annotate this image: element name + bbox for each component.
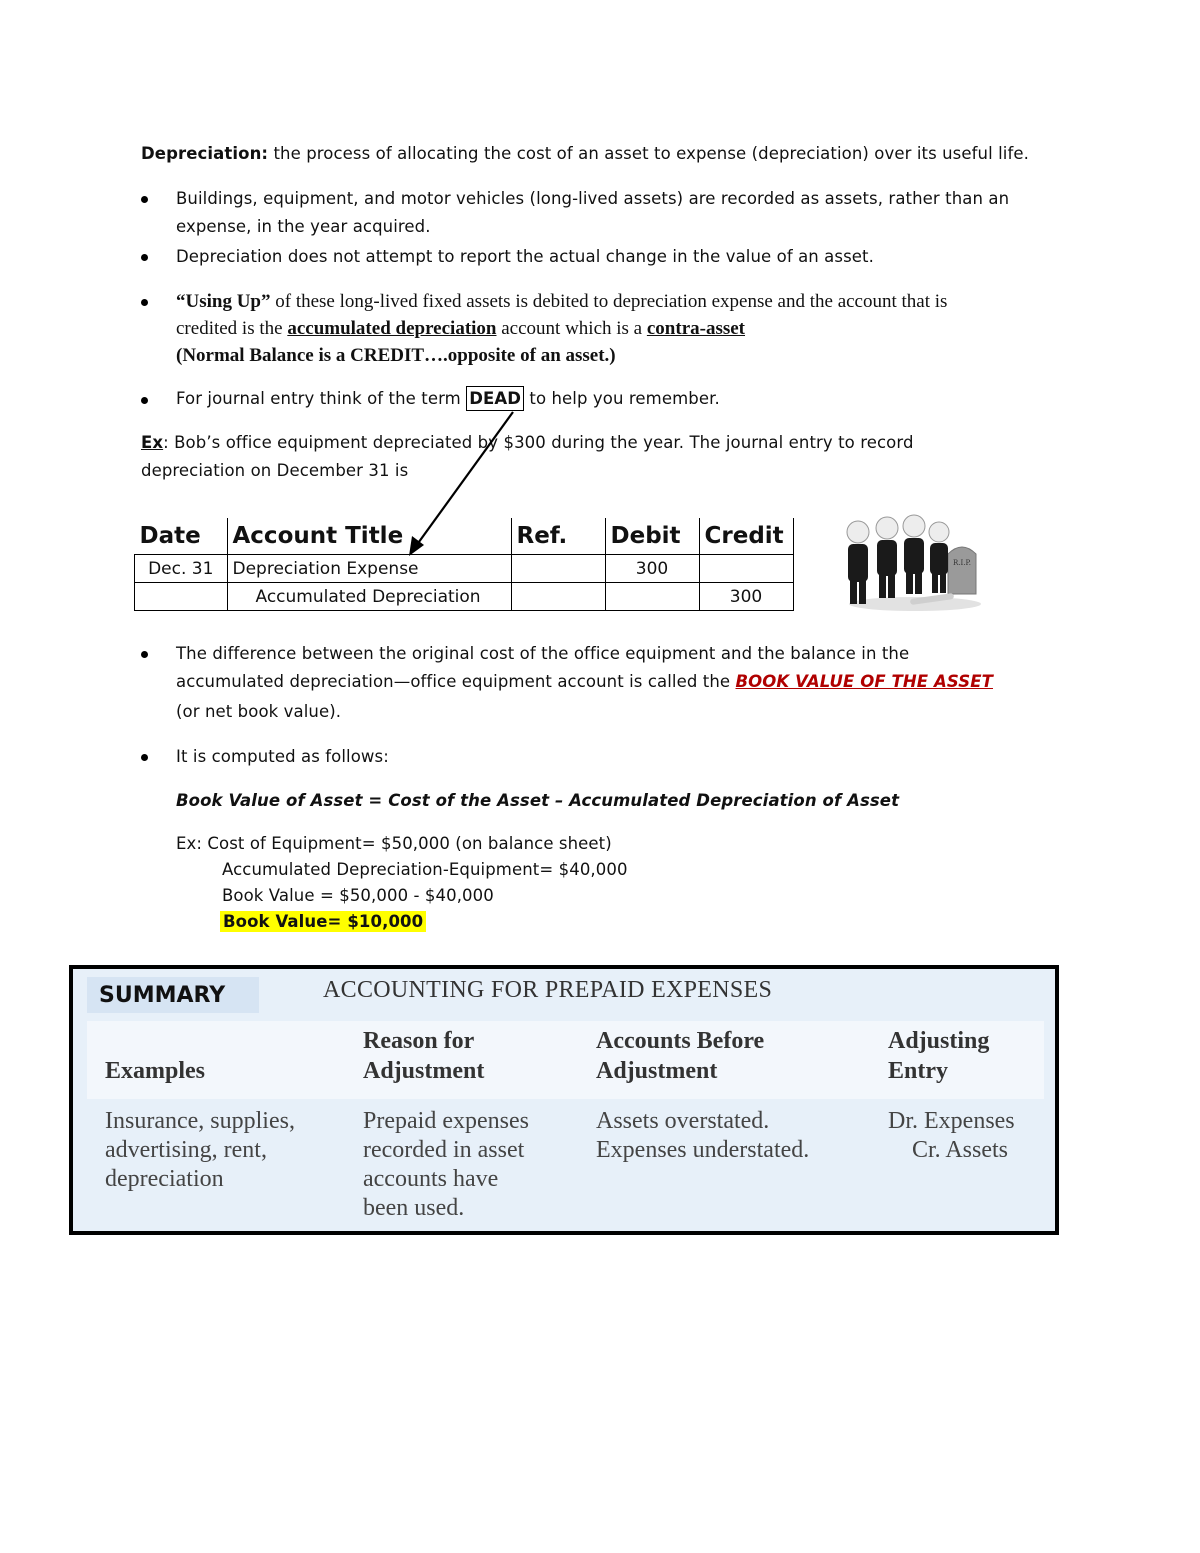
- accumulated-depreciation-term: accumulated depreciation: [287, 318, 497, 339]
- tombstone-text: R.I.P.: [952, 559, 972, 567]
- bullet-4-text: to help you remember.: [524, 389, 720, 408]
- book-value-term: BOOK VALUE OF THE ASSET: [735, 672, 993, 691]
- summary-cell-before: [596, 1107, 809, 1165]
- summary-cell-line: Dr. Expenses: [888, 1108, 1015, 1134]
- summary-cell-examples: [105, 1107, 295, 1194]
- summary-tag: SUMMARY: [87, 977, 259, 1013]
- summary-cell-line: recorded in asset: [363, 1137, 525, 1163]
- cell-date: Dec. 31: [135, 555, 228, 583]
- cell-credit: [699, 555, 793, 583]
- bullet-2: Depreciation does not attempt to report the actual change in the value of an asset.: [176, 247, 874, 266]
- example-line-2: depreciation on December 31 is: [141, 461, 409, 480]
- bullet-5-text: accumulated depreciation—office equipment account is called the: [176, 672, 736, 691]
- summary-header-reason-1: Reason for: [363, 1028, 475, 1054]
- bullet-dot: [141, 754, 148, 761]
- header-date: Date: [135, 518, 228, 555]
- summary-cell-entry: [888, 1107, 1015, 1165]
- summary-cell-line: Insurance, supplies,: [105, 1108, 295, 1134]
- cell-debit: 300: [605, 555, 699, 583]
- cell-account: Depreciation Expense: [227, 555, 511, 583]
- header-credit: Credit: [699, 518, 793, 555]
- summary-cell-line: been used.: [363, 1195, 465, 1221]
- header-ref: Ref.: [511, 518, 605, 555]
- bullet-1-line-1: Buildings, equipment, and motor vehicles (long-lived assets) are recorded as assets, rather than an: [176, 189, 1010, 208]
- cell-ref: [511, 555, 605, 583]
- intro-term: Depreciation:: [141, 144, 269, 163]
- summary-cell-line: Expenses understated.: [596, 1137, 810, 1163]
- summary-cell-reason: [363, 1107, 529, 1223]
- summary-header-reason-2: Adjustment: [363, 1058, 485, 1084]
- summary-cell-line: Assets overstated.: [596, 1108, 770, 1134]
- intro-definition: the process of allocating the cost of an asset to expense (depreciation) over its useful life.: [268, 144, 1029, 163]
- summary-header-entry-1: Adjusting: [888, 1028, 990, 1054]
- summary-title: ACCOUNTING FOR PREPAID EXPENSES: [323, 977, 773, 1003]
- mourning-figures-image: [840, 510, 982, 612]
- summary-box: [69, 965, 1059, 1235]
- bullet-3-line-3: (Normal Balance is a CREDIT….opposite of an asset.): [176, 345, 616, 366]
- cell-debit: [605, 583, 699, 611]
- book-value-example-3: Book Value = $50,000 - $40,000: [222, 886, 494, 905]
- bullet-3-text: credited is the: [176, 318, 288, 339]
- header-account-title: Account Title: [227, 518, 511, 555]
- book-value-example-2: Accumulated Depreciation-Equipment= $40,000: [222, 860, 628, 879]
- example-label: Ex: [141, 433, 164, 452]
- bullet-5-line-3: (or net book value).: [176, 702, 342, 721]
- bullet-5-line-1: The difference between the original cost of the office equipment and the balance in the: [176, 644, 910, 663]
- summary-cell-line: Prepaid expenses: [363, 1108, 529, 1134]
- bullet-dot: [141, 651, 148, 658]
- example-text: : Bob’s office equipment depreciated by $300 during the year. The journal entry to record: [163, 433, 914, 452]
- bullet-3-text: account which is a: [496, 318, 647, 339]
- cell-account: Accumulated Depreciation: [227, 583, 511, 611]
- table-row: [135, 555, 794, 583]
- dead-box: DEAD: [466, 386, 524, 411]
- summary-cell-line: depreciation: [105, 1166, 224, 1192]
- bullet-1-line-2: expense, in the year acquired.: [176, 217, 431, 236]
- book-value-result: Book Value= $10,000: [220, 911, 426, 932]
- book-value-formula: Book Value of Asset = Cost of the Asset – Accumulated Depreciation of Asset: [176, 791, 900, 810]
- journal-header-row: [135, 518, 794, 555]
- cell-date: [135, 583, 228, 611]
- bullet-6: It is computed as follows:: [176, 747, 389, 766]
- book-value-example-1: Ex: Cost of Equipment= $50,000 (on balance sheet): [176, 834, 612, 853]
- bullet-5-line-2: [176, 672, 993, 691]
- bullet-3-text: of these long-lived fixed assets is debited to depreciation expense and the account that is: [270, 291, 948, 312]
- summary-cell-line: Cr. Assets: [912, 1137, 1009, 1163]
- summary-header-examples: Examples: [105, 1058, 206, 1084]
- cell-ref: [511, 583, 605, 611]
- header-debit: Debit: [605, 518, 699, 555]
- summary-header-before-1: Accounts Before: [596, 1028, 765, 1054]
- summary-cell-line: accounts have: [363, 1166, 499, 1192]
- journal-entry-table: [134, 518, 794, 611]
- contra-asset-term: contra-asset: [646, 318, 746, 339]
- summary-cell-line: advertising, rent,: [105, 1137, 267, 1163]
- table-row: [135, 583, 794, 611]
- summary-header-before-2: Adjustment: [596, 1058, 718, 1084]
- bullet-4-text: For journal entry think of the term: [176, 389, 467, 408]
- summary-header-entry-2: Entry: [888, 1058, 948, 1084]
- using-up-term: “Using Up”: [176, 291, 271, 312]
- cell-credit: 300: [699, 583, 793, 611]
